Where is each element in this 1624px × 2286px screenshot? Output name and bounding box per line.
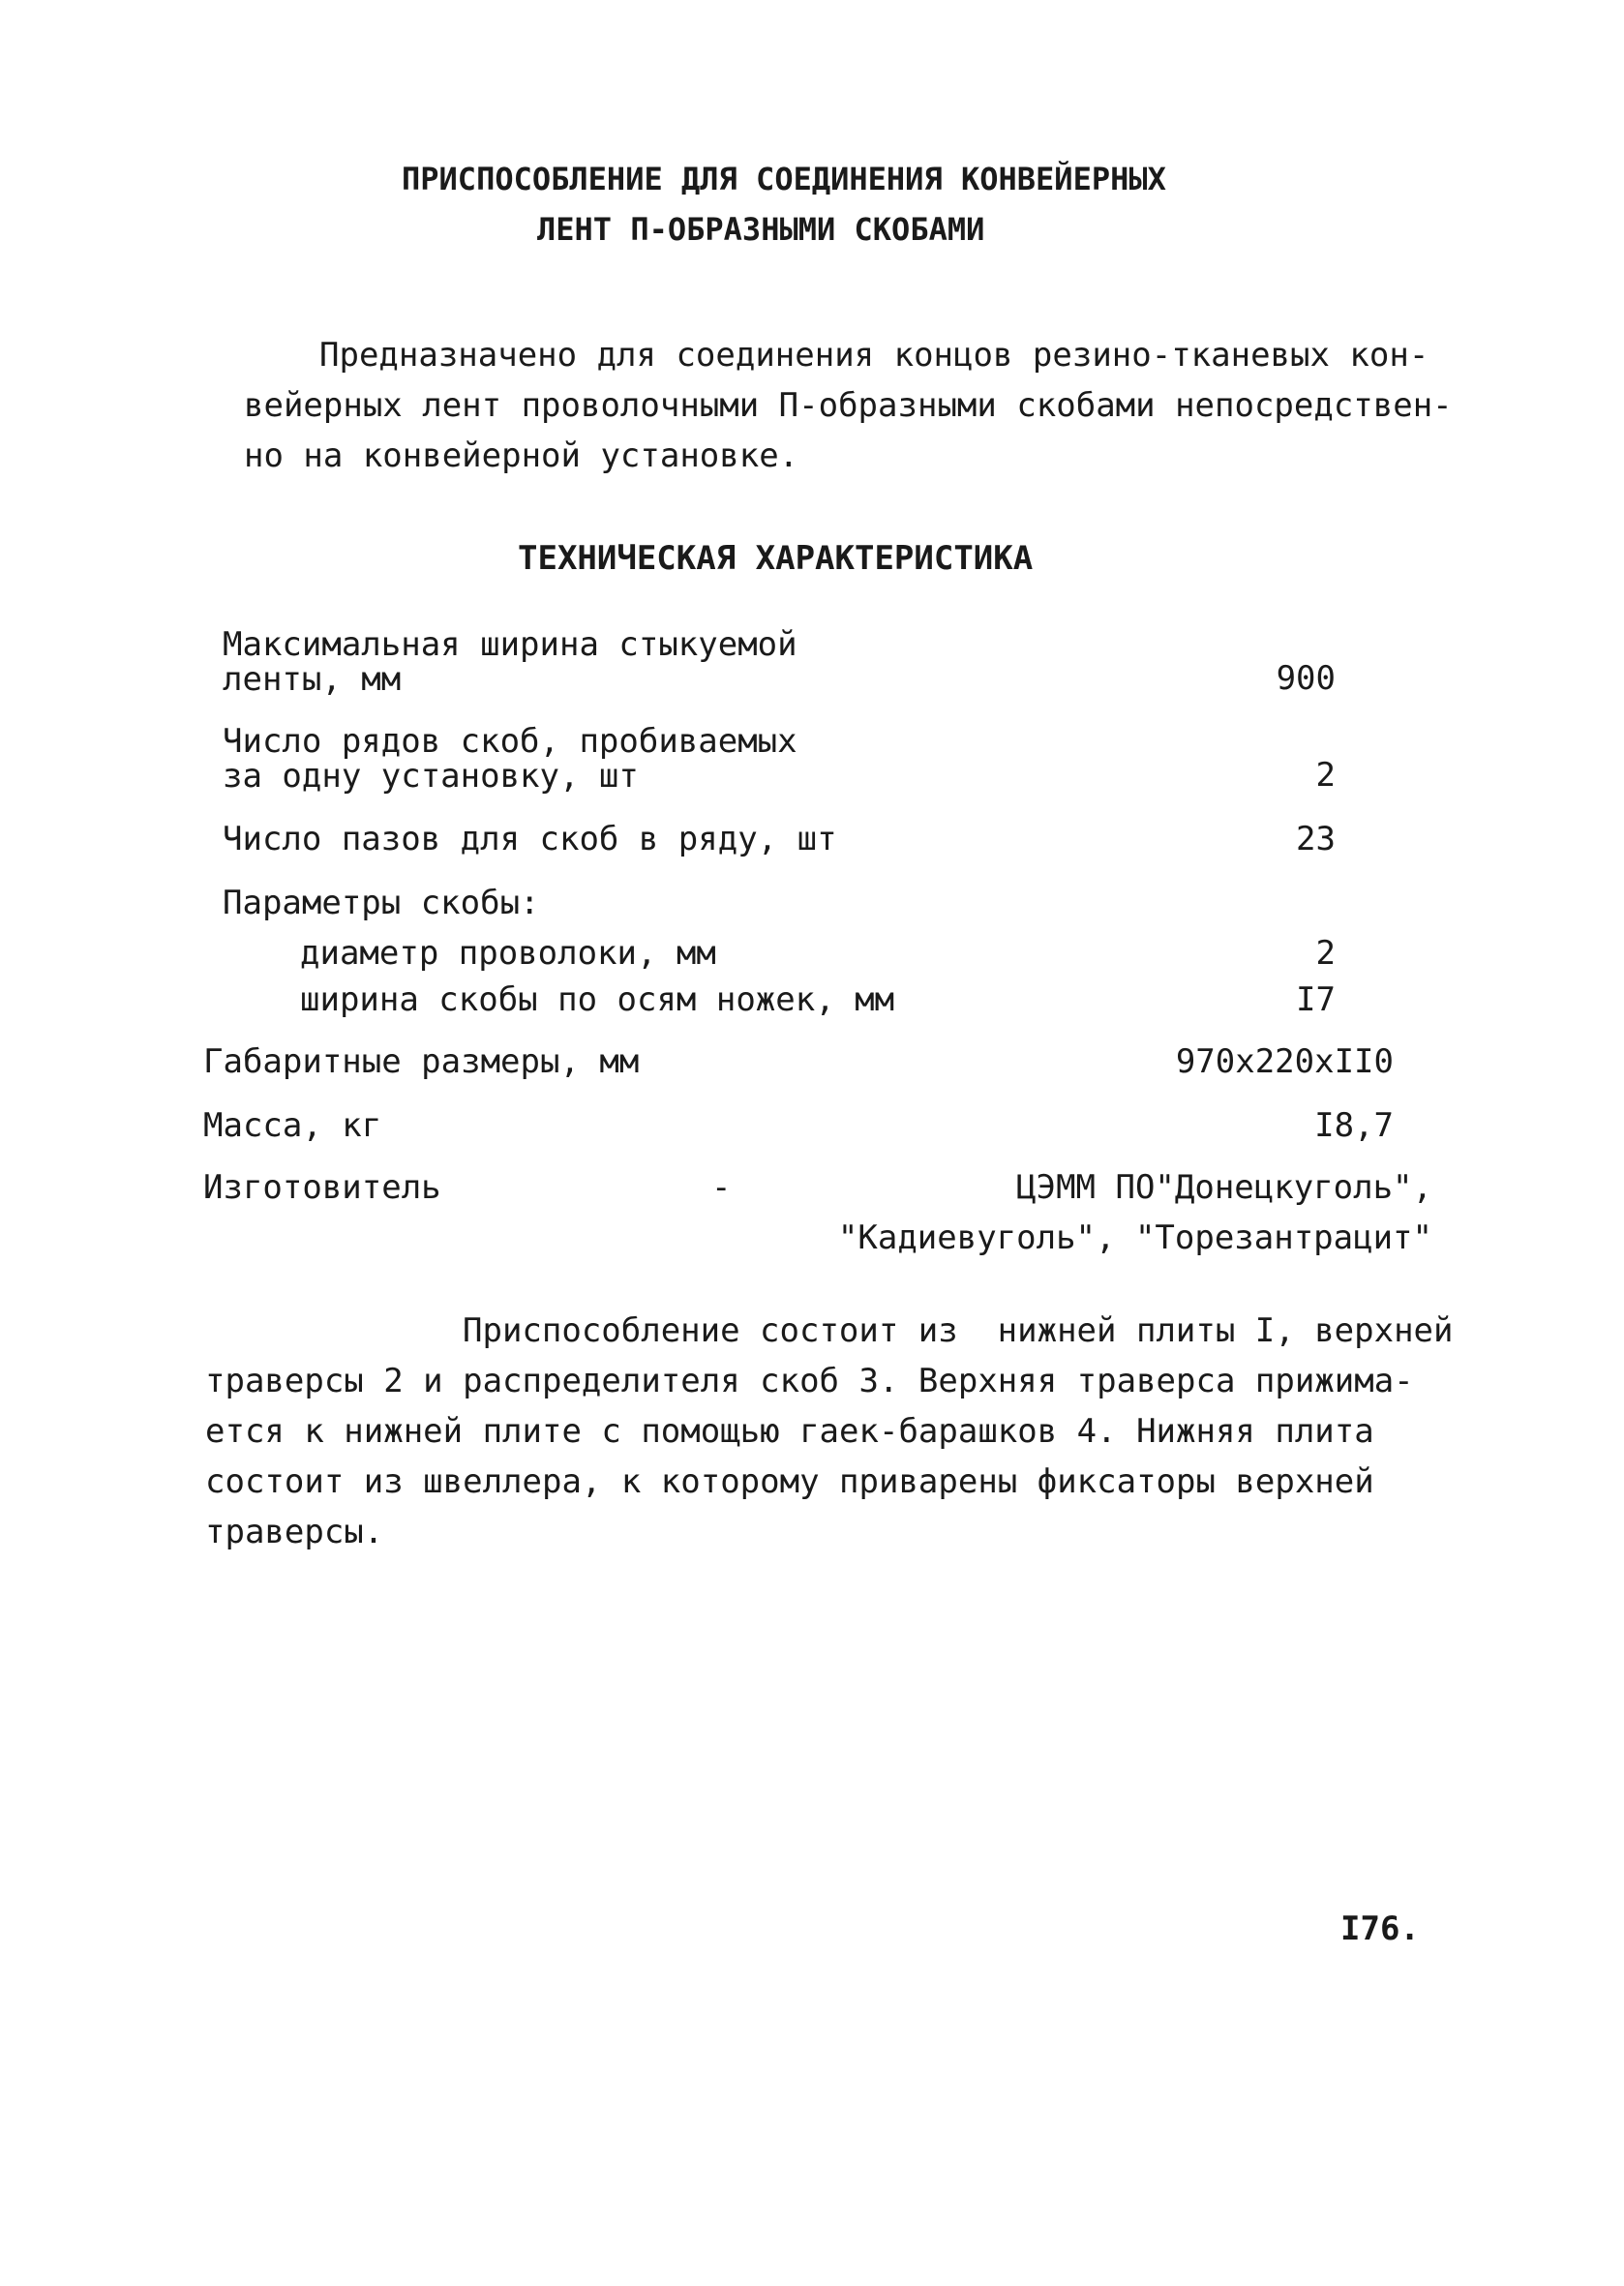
spec-width-value: 900 [1276, 659, 1336, 698]
spec-mass-label: Масса, кг [203, 1106, 382, 1145]
spec-rows-value: 2 [1315, 756, 1336, 795]
spec-leg-value: I7 [1296, 980, 1336, 1019]
spec-params-label: Параметры скобы: [223, 884, 540, 922]
desc-line-1: Приспособление состоит из нижней плиты I, верхней [463, 1311, 1454, 1350]
spec-rows-label-1: Число рядов скоб, пробиваемых [223, 722, 797, 761]
spec-rows-label-2: за одну установку, шт [223, 757, 639, 796]
desc-line-4: состоит из швеллера, к которому приварены фиксаторы верхней [205, 1462, 1374, 1501]
spec-maker-value-1: ЦЭММ ПО"Донецкуголь", [1016, 1168, 1432, 1207]
spec-maker-dash: - [711, 1168, 732, 1207]
intro-line-2: вейерных лент проволочными П-образными скобами непосредствен- [244, 386, 1453, 425]
spec-dims-label: Габаритные размеры, мм [203, 1042, 640, 1081]
spec-wire-value: 2 [1315, 934, 1336, 973]
desc-line-5: траверсы. [205, 1513, 384, 1551]
spec-mass-value: I8,7 [1314, 1106, 1394, 1145]
spec-slots-label: Число пазов для скоб в ряду, шт [223, 820, 837, 858]
page-number: I76. [1340, 1910, 1420, 1948]
spec-wire-label: диаметр проволоки, мм [300, 934, 716, 973]
spec-dims-value: 970х220хII0 [1175, 1042, 1394, 1081]
spec-maker-label: Изготовитель [203, 1168, 441, 1207]
spec-heading: ТЕХНИЧЕСКАЯ ХАРАКТЕРИСТИКА [518, 539, 1034, 578]
spec-width-label-2: ленты, мм [223, 660, 402, 699]
intro-line-3: но на конвейерной установке. [244, 436, 799, 475]
spec-leg-label: ширина скобы по осям ножек, мм [300, 980, 895, 1019]
title-line-2: ЛЕНТ П-ОБРАЗНЫМИ СКОБАМИ [537, 211, 985, 248]
intro-line-1: Предназначено для соединения концов резино-тканевых кон- [319, 336, 1429, 375]
title-line-1: ПРИСПОСОБЛЕНИЕ ДЛЯ СОЕДИНЕНИЯ КОНВЕЙЕРНЫХ [402, 161, 1166, 197]
spec-maker-value-2: "Кадиевуголь", "Торезантрацит" [837, 1218, 1432, 1257]
desc-line-3: ется к нижней плите с помощью гаек-барашков 4. Нижняя плита [205, 1412, 1374, 1451]
spec-slots-value: 23 [1296, 820, 1336, 858]
desc-line-2: траверсы 2 и распределителя скоб 3. Верхняя траверса прижима- [205, 1362, 1414, 1400]
spec-width-label-1: Максимальная ширина стыкуемой [223, 625, 797, 664]
